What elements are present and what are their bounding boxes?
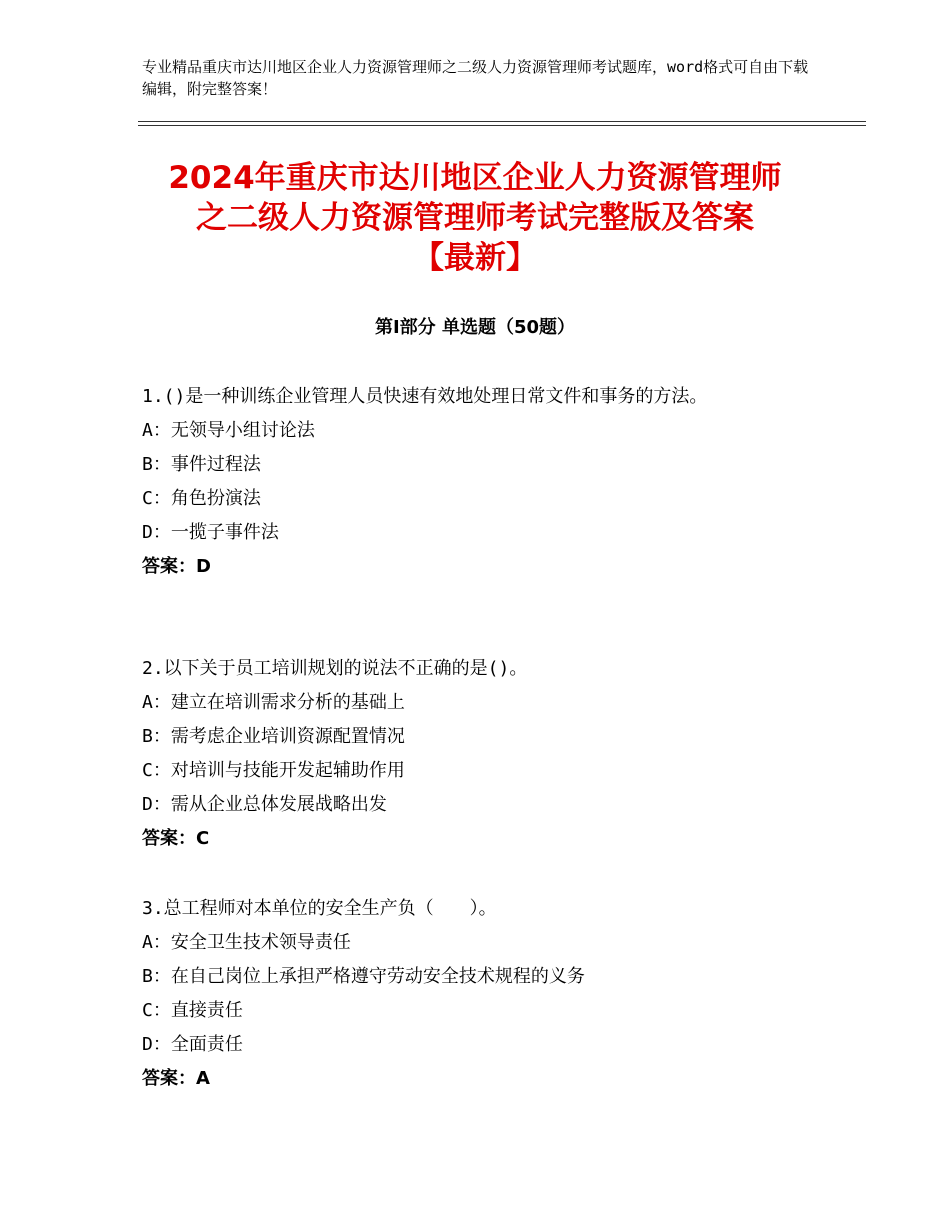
option-c: C：对培训与技能开发起辅助作用 [142,760,405,781]
question-stem: 2.以下关于员工培训规划的说法不正确的是()。 [142,658,528,679]
option-b: B：事件过程法 [142,454,261,475]
section-title: 第Ⅰ部分 单选题（50题） [374,317,575,338]
document-title [120,158,830,278]
title-line-3: 【最新】 [413,240,537,276]
question-3 [142,892,802,1096]
option-a: A：无领导小组讨论法 [142,420,315,441]
title-line-1: 2024年重庆市达川地区企业人力资源管理师 [168,160,782,196]
option-c: C：角色扮演法 [142,488,261,509]
option-d: D：全面责任 [142,1034,243,1055]
question-1 [142,380,802,584]
option-b: B：需考虑企业培训资源配置情况 [142,726,405,747]
option-d: D：一揽子事件法 [142,522,279,543]
question-2 [142,652,802,856]
option-c: C：直接责任 [142,1000,243,1021]
option-b: B：在自己岗位上承担严格遵守劳动安全技术规程的义务 [142,966,585,987]
option-a: A：安全卫生技术领导责任 [142,932,351,953]
option-d: D：需从企业总体发展战略出发 [142,794,387,815]
answer: 答案：C [142,828,210,849]
question-stem: 1.()是一种训练企业管理人员快速有效地处理日常文件和事务的方法。 [142,386,708,407]
option-a: A：建立在培训需求分析的基础上 [142,692,405,713]
header-divider [138,121,866,126]
answer: 答案：A [142,1068,210,1089]
title-line-2: 之二级人力资源管理师考试完整版及答案 [196,200,754,236]
question-stem: 3.总工程师对本单位的安全生产负（ ）。 [142,898,497,919]
answer: 答案：D [142,556,211,577]
header-note: 专业精品重庆市达川地区企业人力资源管理师之二级人力资源管理师考试题库，word格式可自由下载编辑，附完整答案！ [142,58,809,98]
